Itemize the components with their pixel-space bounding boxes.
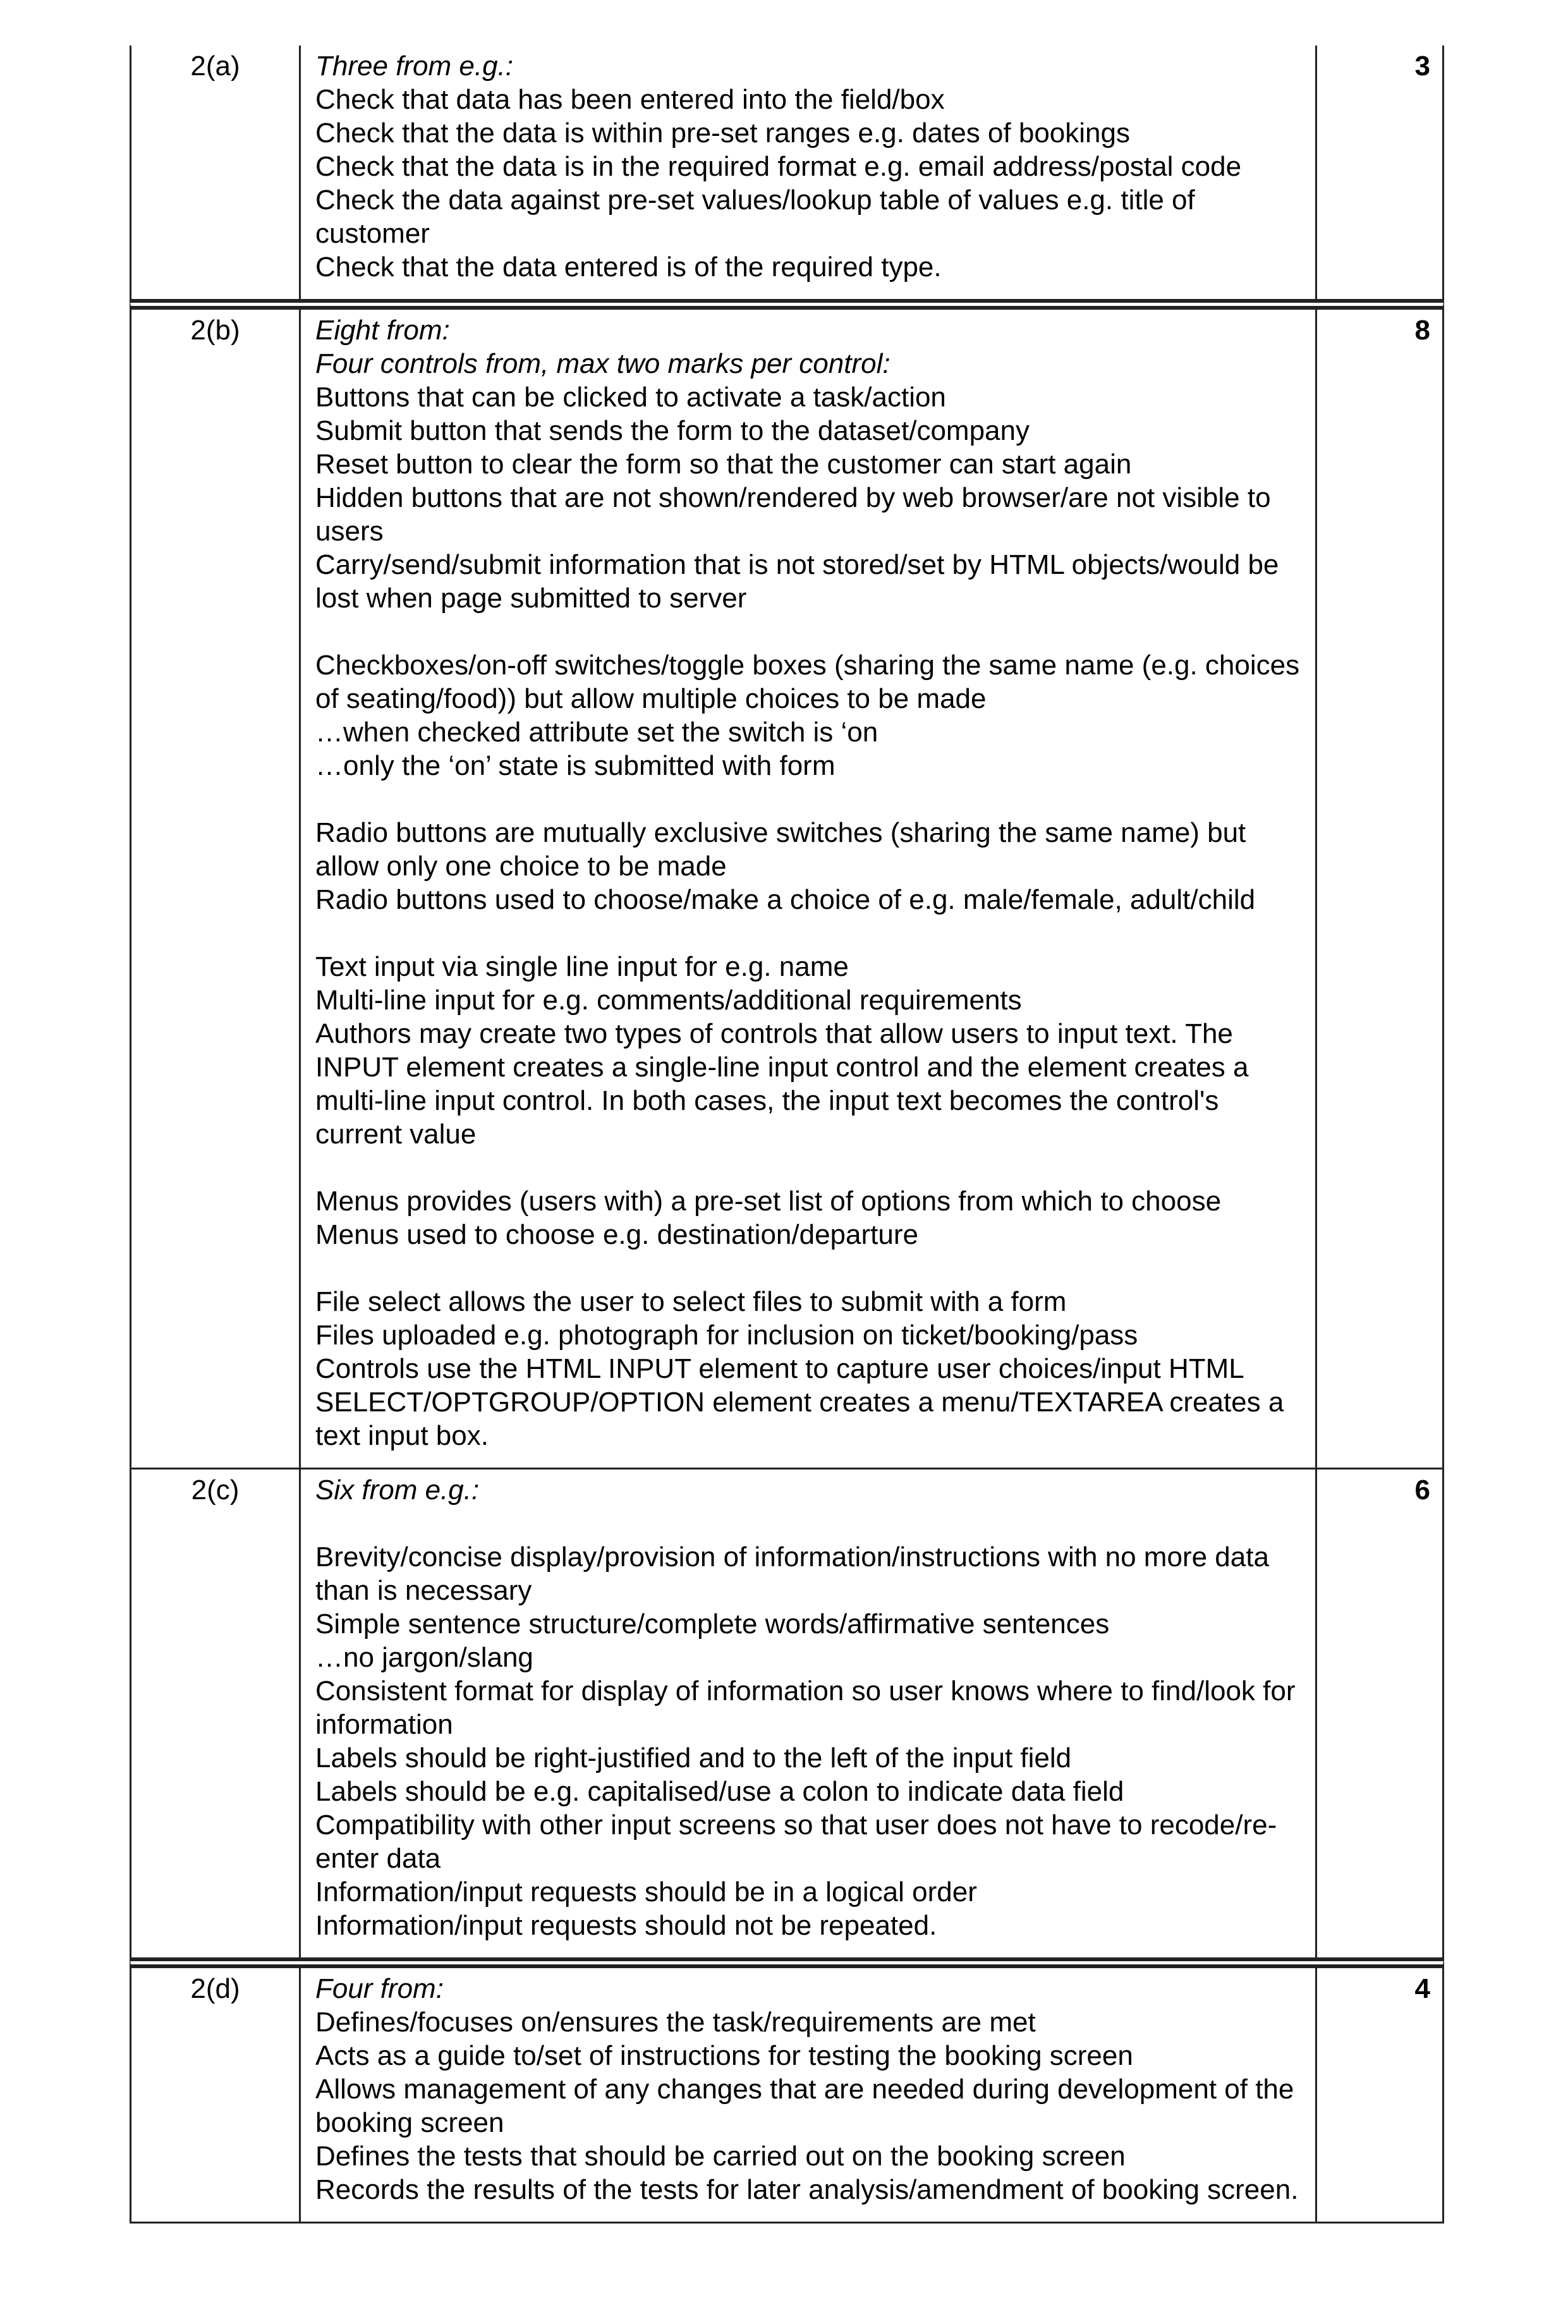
answer-line: Authors may create two types of controls that allow users to input text. The INPUT element creates a single-line input control and the element creates a multi-line input control. In both cases, the input text becomes the control's current value	[315, 1018, 1249, 1150]
answer-line: Check that the data is within pre-set ranges e.g. dates of bookings	[315, 118, 1130, 149]
answer-line: Menus used to choose e.g. destination/departure	[315, 1219, 918, 1250]
answer-line: Check that data has been entered into the field/box	[315, 84, 945, 115]
answer-line: Radio buttons are mutually exclusive switches (sharing the same name) but allow only one choice to be made	[315, 817, 1246, 882]
marks-value: 8	[1414, 315, 1430, 346]
paragraph-gap	[315, 615, 1304, 648]
answer-line: Submit button that sends the form to the dataset/company	[315, 415, 1030, 446]
question-number: 2(b)	[131, 310, 301, 1468]
mark-scheme-row-2c	[130, 1468, 1444, 1957]
mark-scheme-row-2b	[130, 299, 1444, 1468]
answer-cell	[301, 1469, 1317, 1957]
answer-intro: Eight from:	[315, 315, 450, 346]
answer-line: Allows management of any changes that are needed during development of the booking screen	[315, 2074, 1294, 2138]
answer-line: Menus provides (users with) a pre-set list of options from which to choose	[315, 1186, 1222, 1217]
answer-line: Check that the data is in the required format e.g. email address/postal code	[315, 151, 1242, 182]
mark-scheme-table	[130, 46, 1444, 2224]
paragraph-gap	[315, 1507, 1304, 1540]
paragraph-gap	[315, 916, 1304, 950]
answer-line: Records the results of the tests for later analysis/amendment of booking screen.	[315, 2174, 1299, 2205]
mark-scheme-row-2a	[130, 46, 1444, 299]
answer-line: …only the ‘on’ state is submitted with form	[315, 750, 836, 781]
answer-cell	[301, 46, 1317, 299]
answer-intro: Four from:	[315, 1973, 444, 2004]
answer-line: Brevity/concise display/provision of information/instructions with no more data than is necessary	[315, 1542, 1269, 1606]
answer-line: …no jargon/slang	[315, 1642, 533, 1673]
answer-intro: Six from e.g.:	[315, 1475, 480, 1506]
answer-line: Files uploaded e.g. photograph for inclusion on ticket/booking/pass	[315, 1320, 1138, 1351]
answer-line: Compatibility with other input screens so that user does not have to recode/re-enter data	[315, 1810, 1277, 1874]
answer-intro: Three from e.g.:	[315, 51, 514, 82]
marks-value: 3	[1414, 51, 1430, 82]
answer-line: Acts as a guide to/set of instructions for testing the booking screen	[315, 2040, 1133, 2071]
paragraph-gap	[315, 1251, 1304, 1285]
question-number: 2(a)	[131, 46, 301, 299]
answer-line: Information/input requests should be in a logical order	[315, 1877, 977, 1907]
answer-line: Carry/send/submit information that is not stored/set by HTML objects/would be lost when page submitted to server	[315, 549, 1279, 614]
paragraph-gap	[315, 782, 1304, 816]
answer-line: Buttons that can be clicked to activate a task/action	[315, 382, 946, 413]
marks-value: 4	[1414, 1973, 1430, 2004]
answer-line: Information/input requests should not be repeated.	[315, 1910, 937, 1941]
answer-line: File select allows the user to select files to submit with a form	[315, 1286, 1067, 1317]
answer-line: Simple sentence structure/complete words/affirmative sentences	[315, 1609, 1110, 1640]
question-number: 2(d)	[131, 1968, 301, 2222]
question-number: 2(c)	[131, 1469, 301, 1957]
answer-line: Labels should be e.g. capitalised/use a colon to indicate data field	[315, 1776, 1124, 1807]
answer-line: Check the data against pre-set values/lookup table of values e.g. title of customer	[315, 185, 1195, 249]
answer-line: Check that the data entered is of the required type.	[315, 252, 942, 283]
answer-line: Checkboxes/on-off switches/toggle boxes (sharing the same name (e.g. choices of seating/food)) but allow multiple choices to be made	[315, 650, 1300, 714]
mark-scheme-row-2d	[130, 1957, 1444, 2224]
answer-line: Defines the tests that should be carried out on the booking screen	[315, 2141, 1126, 2172]
marks-value: 6	[1414, 1475, 1430, 1506]
answer-intro: Four controls from, max two marks per control:	[315, 348, 890, 379]
answer-line: Hidden buttons that are not shown/rendered by web browser/are not visible to users	[315, 482, 1271, 547]
answer-line: Defines/focuses on/ensures the task/requirements are met	[315, 2007, 1036, 2038]
answer-line: Controls use the HTML INPUT element to capture user choices/input HTML SELECT/OPTGROUP/OPTION element creates a menu/TEXTAREA creates a text input box.	[315, 1353, 1284, 1451]
answer-cell	[301, 1968, 1317, 2222]
answer-line: Labels should be right-justified and to the left of the input field	[315, 1743, 1072, 1773]
answer-line: Text input via single line input for e.g. name	[315, 951, 849, 982]
answer-line: Multi-line input for e.g. comments/additional requirements	[315, 985, 1022, 1016]
answer-line: Radio buttons used to choose/make a choice of e.g. male/female, adult/child	[315, 884, 1256, 915]
answer-cell	[301, 310, 1317, 1468]
answer-line: …when checked attribute set the switch is ‘on	[315, 717, 878, 748]
paragraph-gap	[315, 1151, 1304, 1184]
answer-line: Consistent format for display of information so user knows where to find/look for information	[315, 1676, 1296, 1740]
answer-line: Reset button to clear the form so that the customer can start again	[315, 449, 1132, 480]
